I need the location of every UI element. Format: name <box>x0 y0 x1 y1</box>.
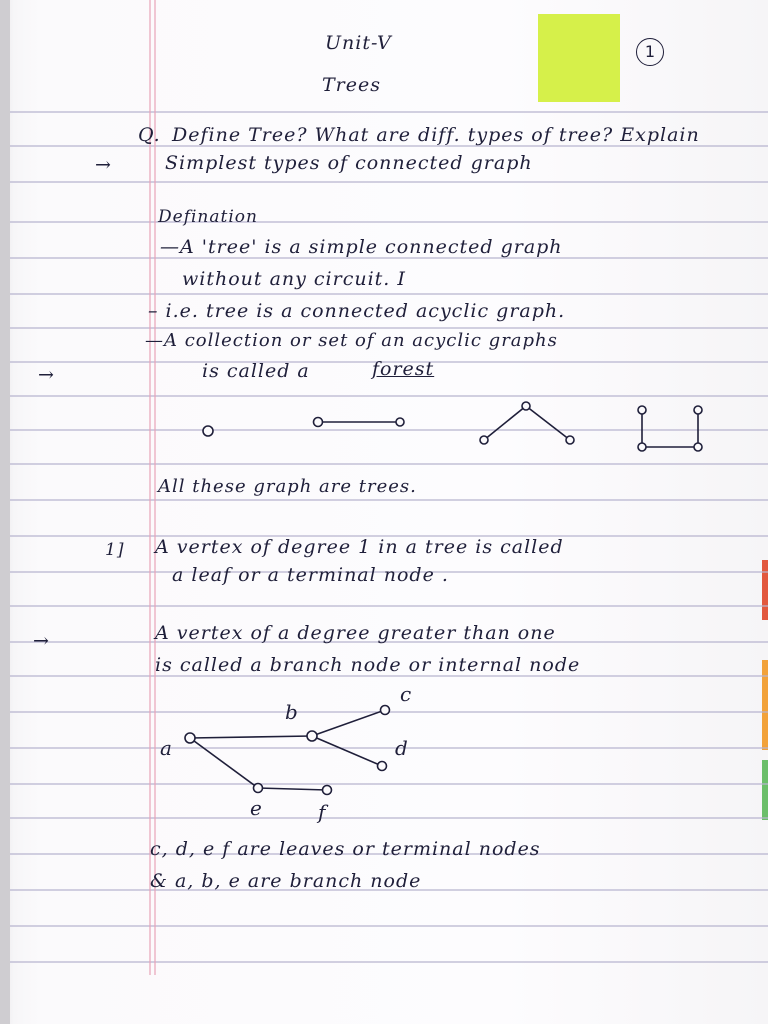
question-note: Simplest types of connected graph <box>165 152 533 174</box>
examples-caption: All these graph are trees. <box>158 476 417 497</box>
definition-heading: Defination <box>158 207 258 227</box>
tree-edge <box>312 710 385 736</box>
note-arrow: → <box>95 154 112 176</box>
label-d: d <box>395 736 409 760</box>
definition-line: is called a <box>202 360 310 382</box>
branch-line: is called a branch node or internal node <box>155 654 581 676</box>
vertex-a <box>185 733 195 743</box>
branch-line: A vertex of a degree greater than one <box>155 622 556 644</box>
vertex-c <box>381 706 390 715</box>
tree-edge <box>190 738 258 788</box>
definition-line: – i.e. tree is a connected acyclic graph. <box>148 300 566 322</box>
tree-edge <box>190 736 312 738</box>
question-marker: Q. <box>138 124 161 146</box>
tree-edge <box>312 736 382 766</box>
vertex-d <box>378 762 387 771</box>
vertex-f <box>323 786 332 795</box>
leaf-marker: 1] <box>105 540 125 560</box>
topic-title: Trees <box>322 74 381 96</box>
definition-line: without any circuit. I <box>182 268 406 290</box>
conclusion-line: & a, b, e are branch node <box>150 870 422 892</box>
label-a: a <box>160 736 173 760</box>
conclusion-line: c, d, e f are leaves or terminal nodes <box>150 838 541 860</box>
definition-line: —A 'tree' is a simple connected graph <box>160 236 563 258</box>
label-c: c <box>400 682 413 706</box>
label-f: f <box>318 800 327 824</box>
branch-marker: → <box>33 630 50 652</box>
question-text: Define Tree? What are diff. types of tree? Explain <box>172 124 700 146</box>
page-number: 1 <box>636 38 664 66</box>
vertex-b <box>307 731 317 741</box>
label-b: b <box>285 700 299 724</box>
leaf-line: a leaf or a terminal node . <box>172 564 449 586</box>
leaf-line: A vertex of degree 1 in a tree is called <box>155 536 564 558</box>
forest-arrow: → <box>38 364 55 386</box>
tree-edge <box>258 788 327 790</box>
unit-title: Unit-V <box>325 32 392 54</box>
definition-line: —A collection or set of an acyclic graphs <box>145 330 558 351</box>
forest-word: forest <box>372 358 435 380</box>
vertex-e <box>254 784 263 793</box>
label-e: e <box>250 796 263 820</box>
